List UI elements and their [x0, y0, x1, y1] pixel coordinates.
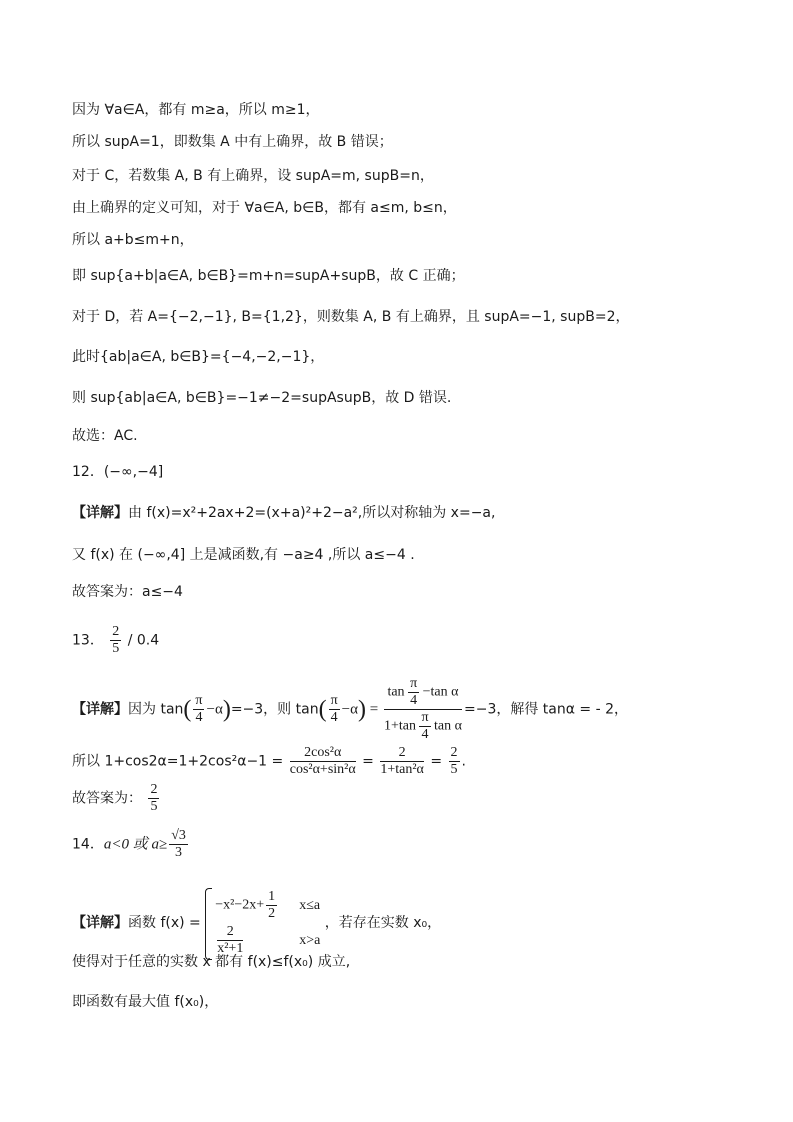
text-line: 所以 supA=1，即数集 A 中有上确界，故 B 错误；	[72, 134, 393, 150]
piecewise-function	[205, 888, 320, 958]
paren: )	[357, 696, 366, 723]
fraction	[290, 745, 356, 778]
detail-12	[72, 503, 495, 523]
brace	[205, 888, 212, 960]
big-fraction	[384, 676, 462, 743]
numerator: 2	[112, 624, 120, 639]
numerator: 2cos²α	[290, 745, 356, 762]
text-line: 故答案为：a≤−4	[72, 584, 183, 600]
text-line: 则 sup{ab|a∈A, b∈B}=−1≠−2=supAsupB，故 D 错误.	[72, 390, 452, 406]
text: ，若存在实数 x₀，	[324, 915, 442, 931]
text-line: 即 sup{a+b|a∈A, b∈B}=m+n=supA+supB，故 C 正确；	[72, 268, 465, 284]
numerator	[384, 676, 462, 710]
text: −tan α	[422, 684, 459, 700]
paren: (	[318, 696, 327, 723]
paren: (	[183, 696, 192, 723]
denominator	[384, 710, 462, 743]
answer-13	[72, 624, 159, 657]
question-number: 14．	[72, 836, 104, 853]
condition: x≤a	[299, 897, 321, 913]
text: =	[362, 753, 374, 770]
detail-13	[72, 676, 628, 743]
text-line: 即函数有最大值 f(x₀)，	[72, 994, 219, 1010]
denominator: 4	[195, 710, 203, 725]
fraction	[449, 745, 460, 778]
paren: )	[222, 696, 231, 723]
denominator: x²+1	[217, 941, 244, 956]
fraction	[408, 676, 419, 709]
numerator: π	[330, 693, 338, 708]
text: 函数 f(x) =	[128, 915, 201, 931]
text-line: 又 f(x) 在 (−∞,4] 上是减函数,有 −a≥4 ,所以 a≤−4 .	[72, 547, 415, 563]
denominator: cos²α+sin²α	[289, 762, 356, 777]
numerator: π	[410, 676, 418, 691]
text: .	[461, 753, 466, 770]
denominator: 4	[421, 727, 429, 742]
numerator: π	[195, 693, 203, 708]
text-line: 对于 D，若 A={−2,−1}, B={1,2}，则数集 A, B 有上确界，且 supA=−1, supB=2，	[72, 309, 630, 325]
fraction	[169, 828, 188, 861]
numerator: 2	[150, 782, 158, 797]
fraction	[380, 745, 424, 778]
text: =−3，解得 tanα = - 2，	[463, 701, 629, 718]
text: −x²−2x+	[215, 897, 265, 913]
denominator: 3	[175, 845, 183, 860]
detail-tag: 【详解】	[72, 505, 128, 521]
numerator: π	[421, 710, 429, 725]
denominator: 5	[112, 641, 120, 656]
answer-12: 12．(−∞,−4]	[72, 464, 164, 480]
denominator: 4	[330, 710, 338, 725]
text: tan α	[434, 718, 462, 734]
text: 1+tan	[383, 718, 416, 734]
answer-14	[72, 828, 190, 861]
text: tan	[387, 684, 405, 700]
detail-text: 由 f(x)=x²+2ax+2=(x+a)²+2−a²,所以对称轴为 x=−a,	[128, 505, 496, 521]
text: −α	[206, 701, 223, 718]
answer-label-13	[72, 782, 161, 815]
text: =−3，则 tan	[230, 701, 319, 718]
text: 因为 tan	[128, 701, 184, 718]
text: =	[365, 701, 382, 718]
text-line: 因为 ∀a∈A，都有 m≥a，所以 m≥1，	[72, 102, 320, 118]
fraction	[419, 710, 430, 743]
question-number: 13．	[72, 632, 104, 649]
denominator: 4	[410, 693, 418, 708]
denominator: 2	[268, 906, 276, 921]
text: =	[430, 753, 443, 770]
fraction	[329, 693, 340, 726]
text: −α	[341, 701, 358, 718]
numerator: √3	[171, 828, 186, 843]
answer-alt: / 0.4	[127, 632, 160, 649]
fraction	[266, 889, 277, 922]
text-line: 所以 a+b≤m+n，	[72, 232, 194, 248]
detail-14	[72, 888, 441, 958]
detail-tag: 【详解】	[72, 701, 128, 718]
text: 所以 1+cos2α=1+2cos²α−1 =	[72, 753, 284, 770]
text-line: 使得对于任意的实数 x 都有 f(x)≤f(x₀) 成立,	[72, 954, 351, 970]
text: a<0 或 a≥	[103, 836, 168, 853]
denominator: 5	[150, 799, 158, 814]
denominator: 1+tan²α	[380, 762, 424, 777]
numerator: 2	[217, 924, 243, 941]
condition: x>a	[299, 932, 321, 948]
fraction	[148, 782, 159, 815]
text-line: 对于 C，若数集 A, B 有上确界，设 supA=m, supB=n，	[72, 168, 434, 184]
text: 故答案为：	[72, 790, 142, 807]
text-line: 此时{ab|a∈A, b∈B}={−4,−2,−1}，	[72, 349, 325, 365]
text-line: 故选：AC.	[72, 428, 138, 444]
fraction	[193, 693, 204, 726]
calc-13	[72, 745, 466, 778]
numerator: 2	[450, 745, 458, 760]
numerator: 1	[268, 889, 276, 904]
numerator: 2	[380, 745, 424, 762]
fraction	[110, 624, 121, 657]
denominator: 5	[450, 762, 458, 777]
piece-row	[215, 888, 320, 923]
text-line: 由上确界的定义可知，对于 ∀a∈A, b∈B，都有 a≤m, b≤n，	[72, 200, 457, 216]
detail-tag: 【详解】	[72, 915, 128, 931]
